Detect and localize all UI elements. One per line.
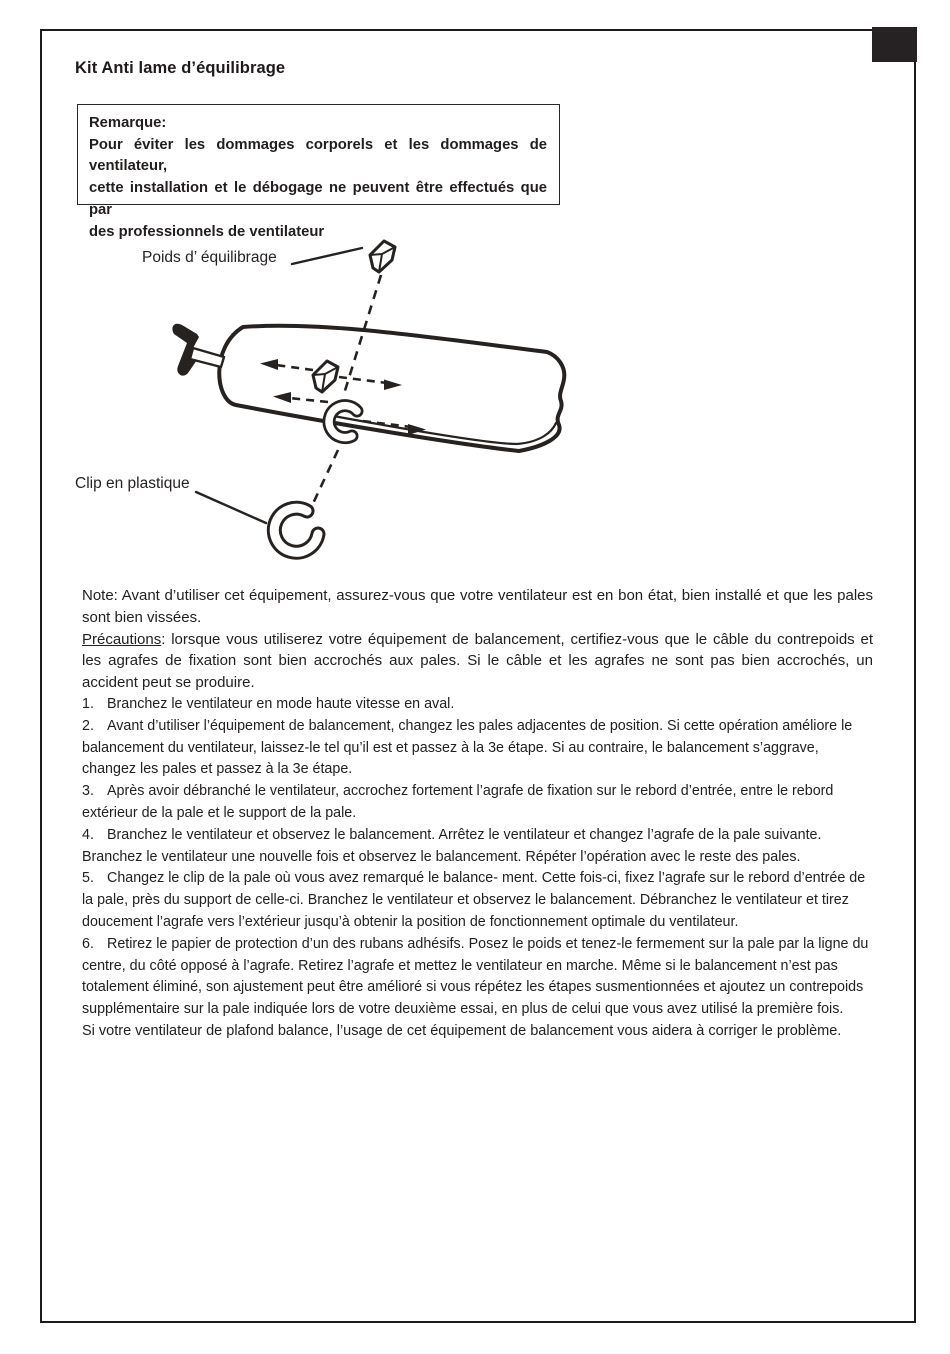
note-paragraph: Note: Avant d’utiliser cet équipement, assurez-vous que votre ventilateur est en bon état, bien installé et que les pales sont bien vissées. bbox=[82, 587, 873, 626]
precautions-label: Précautions bbox=[82, 630, 162, 648]
handle-shaft bbox=[190, 348, 224, 367]
item-text: Branchez le ventilateur en mode haute vitesse en aval. bbox=[107, 695, 455, 712]
notice-line-1: Pour éviter les dommages corporels et les dommages de ventilateur, bbox=[89, 136, 547, 175]
closing-paragraph: Si votre ventilateur de plafond balance, l’usage de cet équipement de balancement vous aidera à corriger le problème. bbox=[82, 1022, 842, 1039]
notice-line-3: des professionnels de ventilateur bbox=[89, 223, 325, 240]
page-title: Kit Anti lame d’équilibrage bbox=[75, 59, 286, 77]
item-text: Branchez le ventilateur et observez le balancement. Arrêtez le ventilateur et changez l’agrafe de la pale suivante. Branchez le ventilateur une nouvelle fois et observez le balancement. Répéter l’opération avec le reste des pales. bbox=[82, 826, 822, 865]
instruction-item-2 bbox=[82, 716, 873, 781]
fan-blade-outline bbox=[219, 326, 564, 451]
instruction-item-6 bbox=[82, 934, 873, 1021]
notice-line-2: cette installation et le débogage ne peuvent être effectués que par bbox=[89, 180, 547, 218]
item-text: Avant d’utiliser l’équipement de balancement, changez les pales adjacentes de position. Si cette opération améliore le balancement du ventilateur, laissez-le tel qu’il est et passez à la 3e étape. Si au contraire, le balancement s’aggrave, changez les pales et passez à la 3e étape. bbox=[82, 717, 853, 778]
guide-line-lower bbox=[310, 450, 338, 510]
weight-leader-line bbox=[292, 248, 362, 264]
instructions bbox=[82, 585, 873, 1043]
item-number: 4. bbox=[82, 826, 94, 843]
notice-box bbox=[77, 104, 560, 240]
fan-blade-diagram bbox=[100, 230, 680, 575]
instruction-item-1 bbox=[82, 694, 873, 716]
item-number: 5. bbox=[82, 870, 94, 887]
precautions-text: : lorsque vous utiliserez votre équipement de balancement, certifiez-vous que le câble du contrepoids et les agrafes de fixation sont bien accrochés aux pales. Si le câble et les agrafes ne sont pas bien accrochés, un accident peut se produire. bbox=[82, 630, 873, 692]
plastic-clip-label: Clip en plastique bbox=[75, 475, 190, 492]
clip-leader-line bbox=[196, 492, 266, 523]
instruction-item-5 bbox=[82, 868, 873, 933]
corner-mark bbox=[872, 27, 917, 62]
item-number: 2. bbox=[82, 717, 94, 734]
instruction-item-4 bbox=[82, 825, 873, 869]
item-text: Après avoir débranché le ventilateur, accrochez fortement l’agrafe de fixation sur le rebord d’entrée, entre le rebord extérieur de la pale et le support de la pale. bbox=[82, 783, 834, 821]
item-number: 1. bbox=[82, 695, 94, 712]
item-number: 6. bbox=[82, 935, 94, 952]
item-number: 3. bbox=[82, 783, 94, 800]
precautions-paragraph bbox=[82, 629, 873, 694]
item-text: Retirez le papier de protection d’un des rubans adhésifs. Posez le poids et tenez-le fermement sur la pale par la ligne du centre, du côté opposé à l’agrafe. Retirez l’agrafe et mettez le ventilateur en marche. Même si le balancement n’est pas totalement éliminé, son ajustement peut être amélioré si vous répétez les étapes susmentionnées et ajoutez un contrepoids supplémentaire sur la pale indiquée lors de votre deuxième essai, en plus de celui que vous avez utilisé la première fois. bbox=[82, 935, 869, 1018]
instruction-item-3 bbox=[82, 781, 873, 825]
balancing-weight-label: Poids d’ équilibrage bbox=[142, 249, 277, 266]
balancing-weight-floating bbox=[370, 241, 395, 272]
item-text: Changez le clip de la pale où vous avez remarqué le balance- ment. Cette fois-ci, fixez l’agrafe sur le rebord d’entrée de la pale, près du support de celle-ci. Branchez le ventilateur et observez le balancement. Débranchez le ventilateur et tirez doucement l’agrafe vers l’extérieur jusqu’à obtenir la position de fonctionnement optimale du ventilateur. bbox=[82, 870, 866, 930]
notice-heading: Remarque: bbox=[89, 115, 167, 131]
